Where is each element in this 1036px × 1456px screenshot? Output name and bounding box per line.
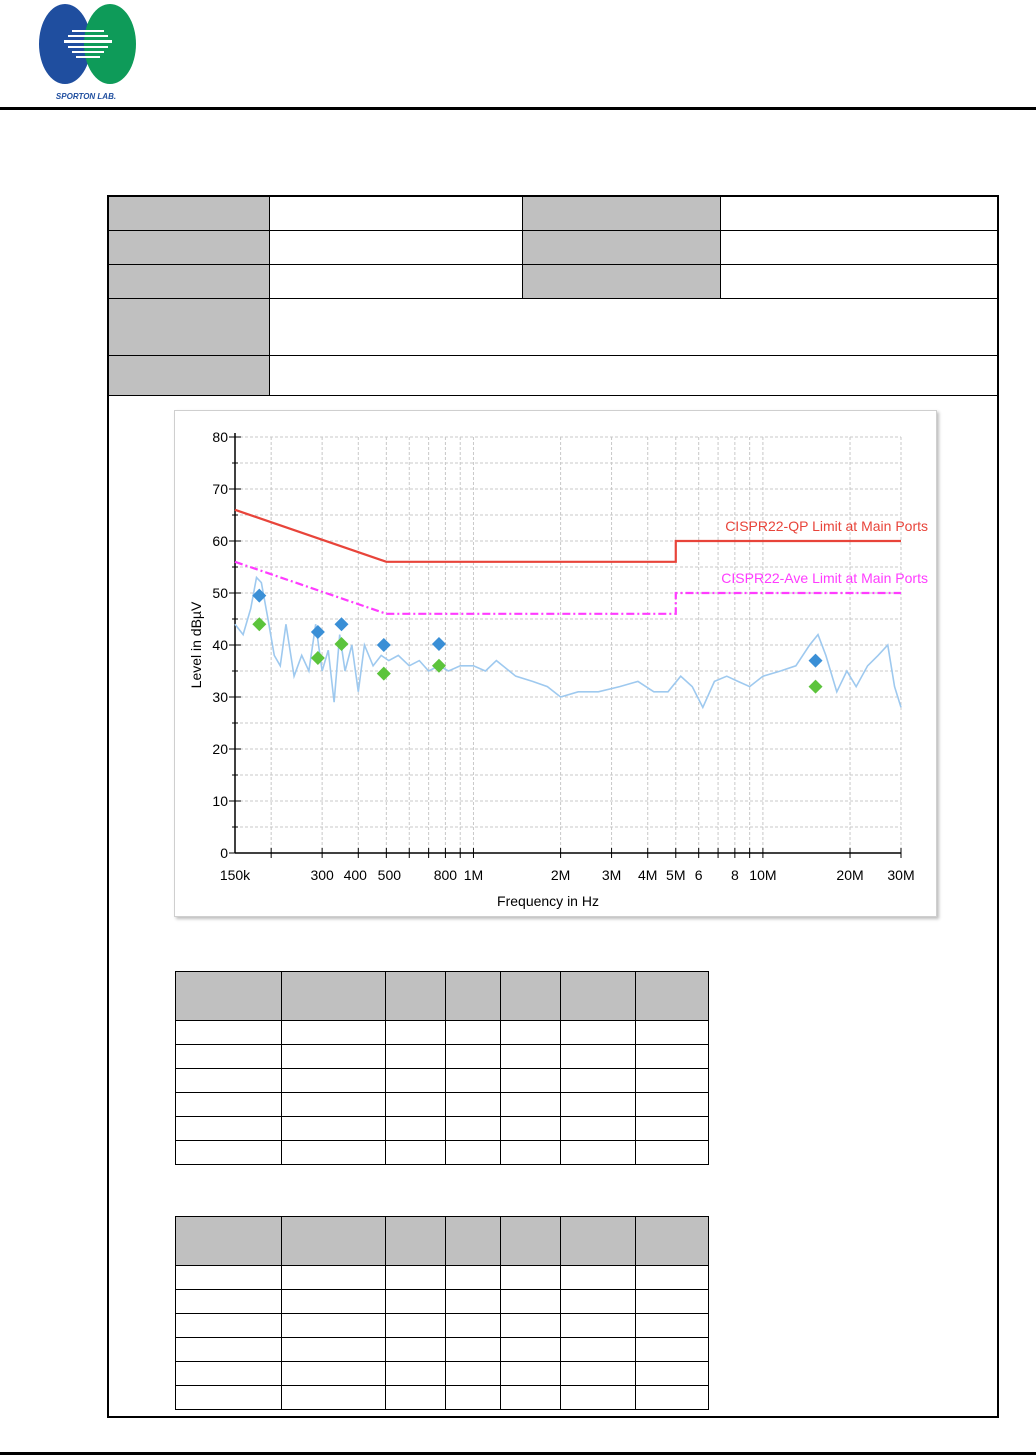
info-row — [109, 265, 997, 299]
table-cell — [635, 1117, 708, 1141]
x-tick-label: 4M — [637, 867, 658, 883]
table-cell — [176, 1386, 282, 1410]
table-cell — [560, 1338, 635, 1362]
qp-marker — [432, 637, 446, 651]
info-row-wide — [109, 356, 997, 396]
table-cell — [386, 1045, 446, 1069]
table-cell — [176, 1141, 282, 1165]
table-cell — [282, 1069, 386, 1093]
x-axis-title: Frequency in Hz — [497, 893, 599, 909]
table-cell — [446, 1386, 500, 1410]
info-row — [109, 231, 997, 265]
table-cell — [635, 1314, 708, 1338]
table-cell — [386, 1141, 446, 1165]
table-cell — [500, 1362, 560, 1386]
table-cell — [446, 1314, 500, 1338]
ave-table-body — [176, 1266, 709, 1410]
qp-marker — [311, 625, 325, 639]
table-cell — [176, 1266, 282, 1290]
table-cell — [176, 1338, 282, 1362]
ave-marker — [809, 680, 823, 694]
chart-svg — [175, 411, 936, 916]
table-cell — [635, 1266, 708, 1290]
table-cell — [282, 1386, 386, 1410]
table-header-cell — [176, 972, 282, 1021]
info-row — [109, 197, 997, 231]
table-cell — [500, 1314, 560, 1338]
info-value-cell — [720, 265, 997, 298]
table-header-cell — [635, 972, 708, 1021]
table-cell — [446, 1362, 500, 1386]
sporton-logo — [38, 2, 142, 102]
table-cell — [446, 1141, 500, 1165]
table-cell — [386, 1290, 446, 1314]
table-row — [176, 1069, 709, 1093]
ave-limit-label: CISPR22-Ave Limit at Main Ports — [721, 570, 928, 586]
x-tick-label: 6 — [694, 867, 703, 883]
table-cell — [282, 1021, 386, 1045]
table-cell — [176, 1290, 282, 1314]
table-cell — [386, 1338, 446, 1362]
table-cell — [635, 1141, 708, 1165]
table-cell — [386, 1362, 446, 1386]
ave-marker — [335, 637, 349, 651]
average-results-table — [175, 1216, 709, 1410]
table-cell — [282, 1117, 386, 1141]
table-cell — [446, 1021, 500, 1045]
qp-marker — [809, 654, 823, 668]
table-cell — [446, 1338, 500, 1362]
x-tick-label: 150k — [219, 867, 251, 883]
table-header-cell — [560, 972, 635, 1021]
x-tick-label: 1M — [463, 867, 484, 883]
ave-marker — [432, 659, 446, 673]
info-value-cell — [720, 197, 997, 230]
info-row-wide — [109, 299, 997, 356]
info-label-cell — [522, 231, 720, 264]
info-label-cell — [109, 265, 269, 298]
table-header-cell — [500, 972, 560, 1021]
table-cell — [282, 1362, 386, 1386]
table-header-cell — [176, 1217, 282, 1266]
x-tick-label: 3M — [601, 867, 622, 883]
table-row — [176, 1045, 709, 1069]
table-header-cell — [446, 1217, 500, 1266]
table-cell — [560, 1314, 635, 1338]
table-cell — [560, 1093, 635, 1117]
x-tick-label: 800 — [433, 867, 458, 883]
table-row — [176, 1314, 709, 1338]
table-header-cell — [560, 1217, 635, 1266]
table-cell — [500, 1021, 560, 1045]
table-cell — [635, 1386, 708, 1410]
info-label-cell — [522, 265, 720, 298]
table-cell — [446, 1117, 500, 1141]
table-cell — [635, 1290, 708, 1314]
table-cell — [560, 1362, 635, 1386]
table-cell — [446, 1069, 500, 1093]
table-cell — [560, 1021, 635, 1045]
table-cell — [176, 1045, 282, 1069]
table-cell — [386, 1117, 446, 1141]
table-cell — [635, 1093, 708, 1117]
y-tick-label: 50 — [212, 585, 228, 601]
table-cell — [386, 1093, 446, 1117]
table-header-row — [176, 1217, 709, 1266]
table-header-cell — [386, 1217, 446, 1266]
header-rule — [0, 107, 1036, 110]
x-tick-label: 20M — [836, 867, 864, 883]
table-cell — [560, 1290, 635, 1314]
info-label-cell — [109, 197, 269, 230]
x-tick-label: 500 — [377, 867, 402, 883]
table-cell — [282, 1266, 386, 1290]
y-tick-label: 30 — [212, 689, 228, 705]
ave-marker — [377, 667, 391, 681]
footer-rule — [0, 1452, 1036, 1455]
table-header-cell — [446, 972, 500, 1021]
x-tick-label: 5M — [666, 867, 686, 883]
qp-marker — [377, 638, 391, 652]
ave-marker — [252, 617, 266, 631]
table-cell — [560, 1117, 635, 1141]
qp-limit-label: CISPR22-QP Limit at Main Ports — [725, 518, 928, 534]
table-cell — [446, 1045, 500, 1069]
table-row — [176, 1093, 709, 1117]
table-cell — [282, 1045, 386, 1069]
table-header-cell — [282, 972, 386, 1021]
y-axis-title: Level in dBµV — [188, 601, 204, 689]
table-cell — [500, 1266, 560, 1290]
table-cell — [500, 1069, 560, 1093]
table-row — [176, 1386, 709, 1410]
table-cell — [560, 1141, 635, 1165]
info-value-cell — [269, 231, 522, 264]
table-cell — [176, 1314, 282, 1338]
table-cell — [386, 1314, 446, 1338]
preview-trace-line — [235, 577, 901, 707]
table-cell — [176, 1362, 282, 1386]
table-row — [176, 1290, 709, 1314]
y-tick-label: 40 — [212, 637, 228, 653]
x-tick-label: 30M — [887, 867, 915, 883]
table-cell — [446, 1093, 500, 1117]
info-label-cell — [109, 356, 269, 395]
ave-marker — [311, 651, 325, 665]
table-row — [176, 1021, 709, 1045]
info-value-cell — [720, 231, 997, 264]
y-tick-label: 70 — [212, 481, 228, 497]
table-cell — [386, 1069, 446, 1093]
table-cell — [500, 1338, 560, 1362]
table-cell — [282, 1314, 386, 1338]
info-label-cell — [522, 197, 720, 230]
table-cell — [176, 1021, 282, 1045]
table-cell — [500, 1117, 560, 1141]
table-row — [176, 1141, 709, 1165]
table-cell — [446, 1266, 500, 1290]
table-row — [176, 1266, 709, 1290]
table-cell — [500, 1093, 560, 1117]
table-cell — [386, 1021, 446, 1045]
y-tick-label: 60 — [212, 533, 228, 549]
table-cell — [560, 1266, 635, 1290]
table-cell — [176, 1117, 282, 1141]
table-header-cell — [386, 972, 446, 1021]
table-cell — [635, 1045, 708, 1069]
y-tick-label: 10 — [212, 793, 228, 809]
info-value-cell — [269, 299, 997, 355]
qp-table-body — [176, 1021, 709, 1165]
logo-right-oval — [84, 4, 136, 84]
qp-results-table — [175, 971, 709, 1165]
y-tick-label: 0 — [220, 845, 228, 861]
x-tick-label: 400 — [343, 867, 367, 883]
table-cell — [560, 1045, 635, 1069]
table-cell — [282, 1093, 386, 1117]
x-tick-label: 2M — [550, 867, 571, 883]
table-cell — [386, 1386, 446, 1410]
y-tick-label: 80 — [212, 429, 228, 445]
table-cell — [176, 1093, 282, 1117]
table-row — [176, 1362, 709, 1386]
table-cell — [282, 1338, 386, 1362]
table-header-cell — [282, 1217, 386, 1266]
logo-text: SPORTON LAB. — [55, 92, 117, 101]
table-cell — [282, 1290, 386, 1314]
table-cell — [635, 1069, 708, 1093]
y-tick-label: 20 — [212, 741, 228, 757]
table-cell — [500, 1141, 560, 1165]
table-cell — [500, 1386, 560, 1410]
table-cell — [446, 1290, 500, 1314]
table-cell — [560, 1386, 635, 1410]
x-tick-label: 10M — [749, 867, 777, 883]
info-label-cell — [109, 231, 269, 264]
info-value-cell — [269, 356, 997, 395]
table-header-cell — [635, 1217, 708, 1266]
table-cell — [282, 1141, 386, 1165]
table-cell — [386, 1266, 446, 1290]
table-cell — [500, 1290, 560, 1314]
table-row — [176, 1338, 709, 1362]
table-header-cell — [500, 1217, 560, 1266]
info-value-cell — [269, 197, 522, 230]
conducted-emission-chart — [174, 410, 937, 917]
x-tick-label: 8 — [730, 867, 739, 883]
table-cell — [560, 1069, 635, 1093]
table-row — [176, 1117, 709, 1141]
table-cell — [635, 1362, 708, 1386]
table-header-row — [176, 972, 709, 1021]
table-cell — [635, 1338, 708, 1362]
x-tick-label: 300 — [310, 867, 334, 883]
logo-left-oval — [39, 4, 91, 84]
table-cell — [176, 1069, 282, 1093]
table-cell — [635, 1021, 708, 1045]
info-label-cell — [109, 299, 269, 355]
info-value-cell — [269, 265, 522, 298]
table-cell — [500, 1045, 560, 1069]
